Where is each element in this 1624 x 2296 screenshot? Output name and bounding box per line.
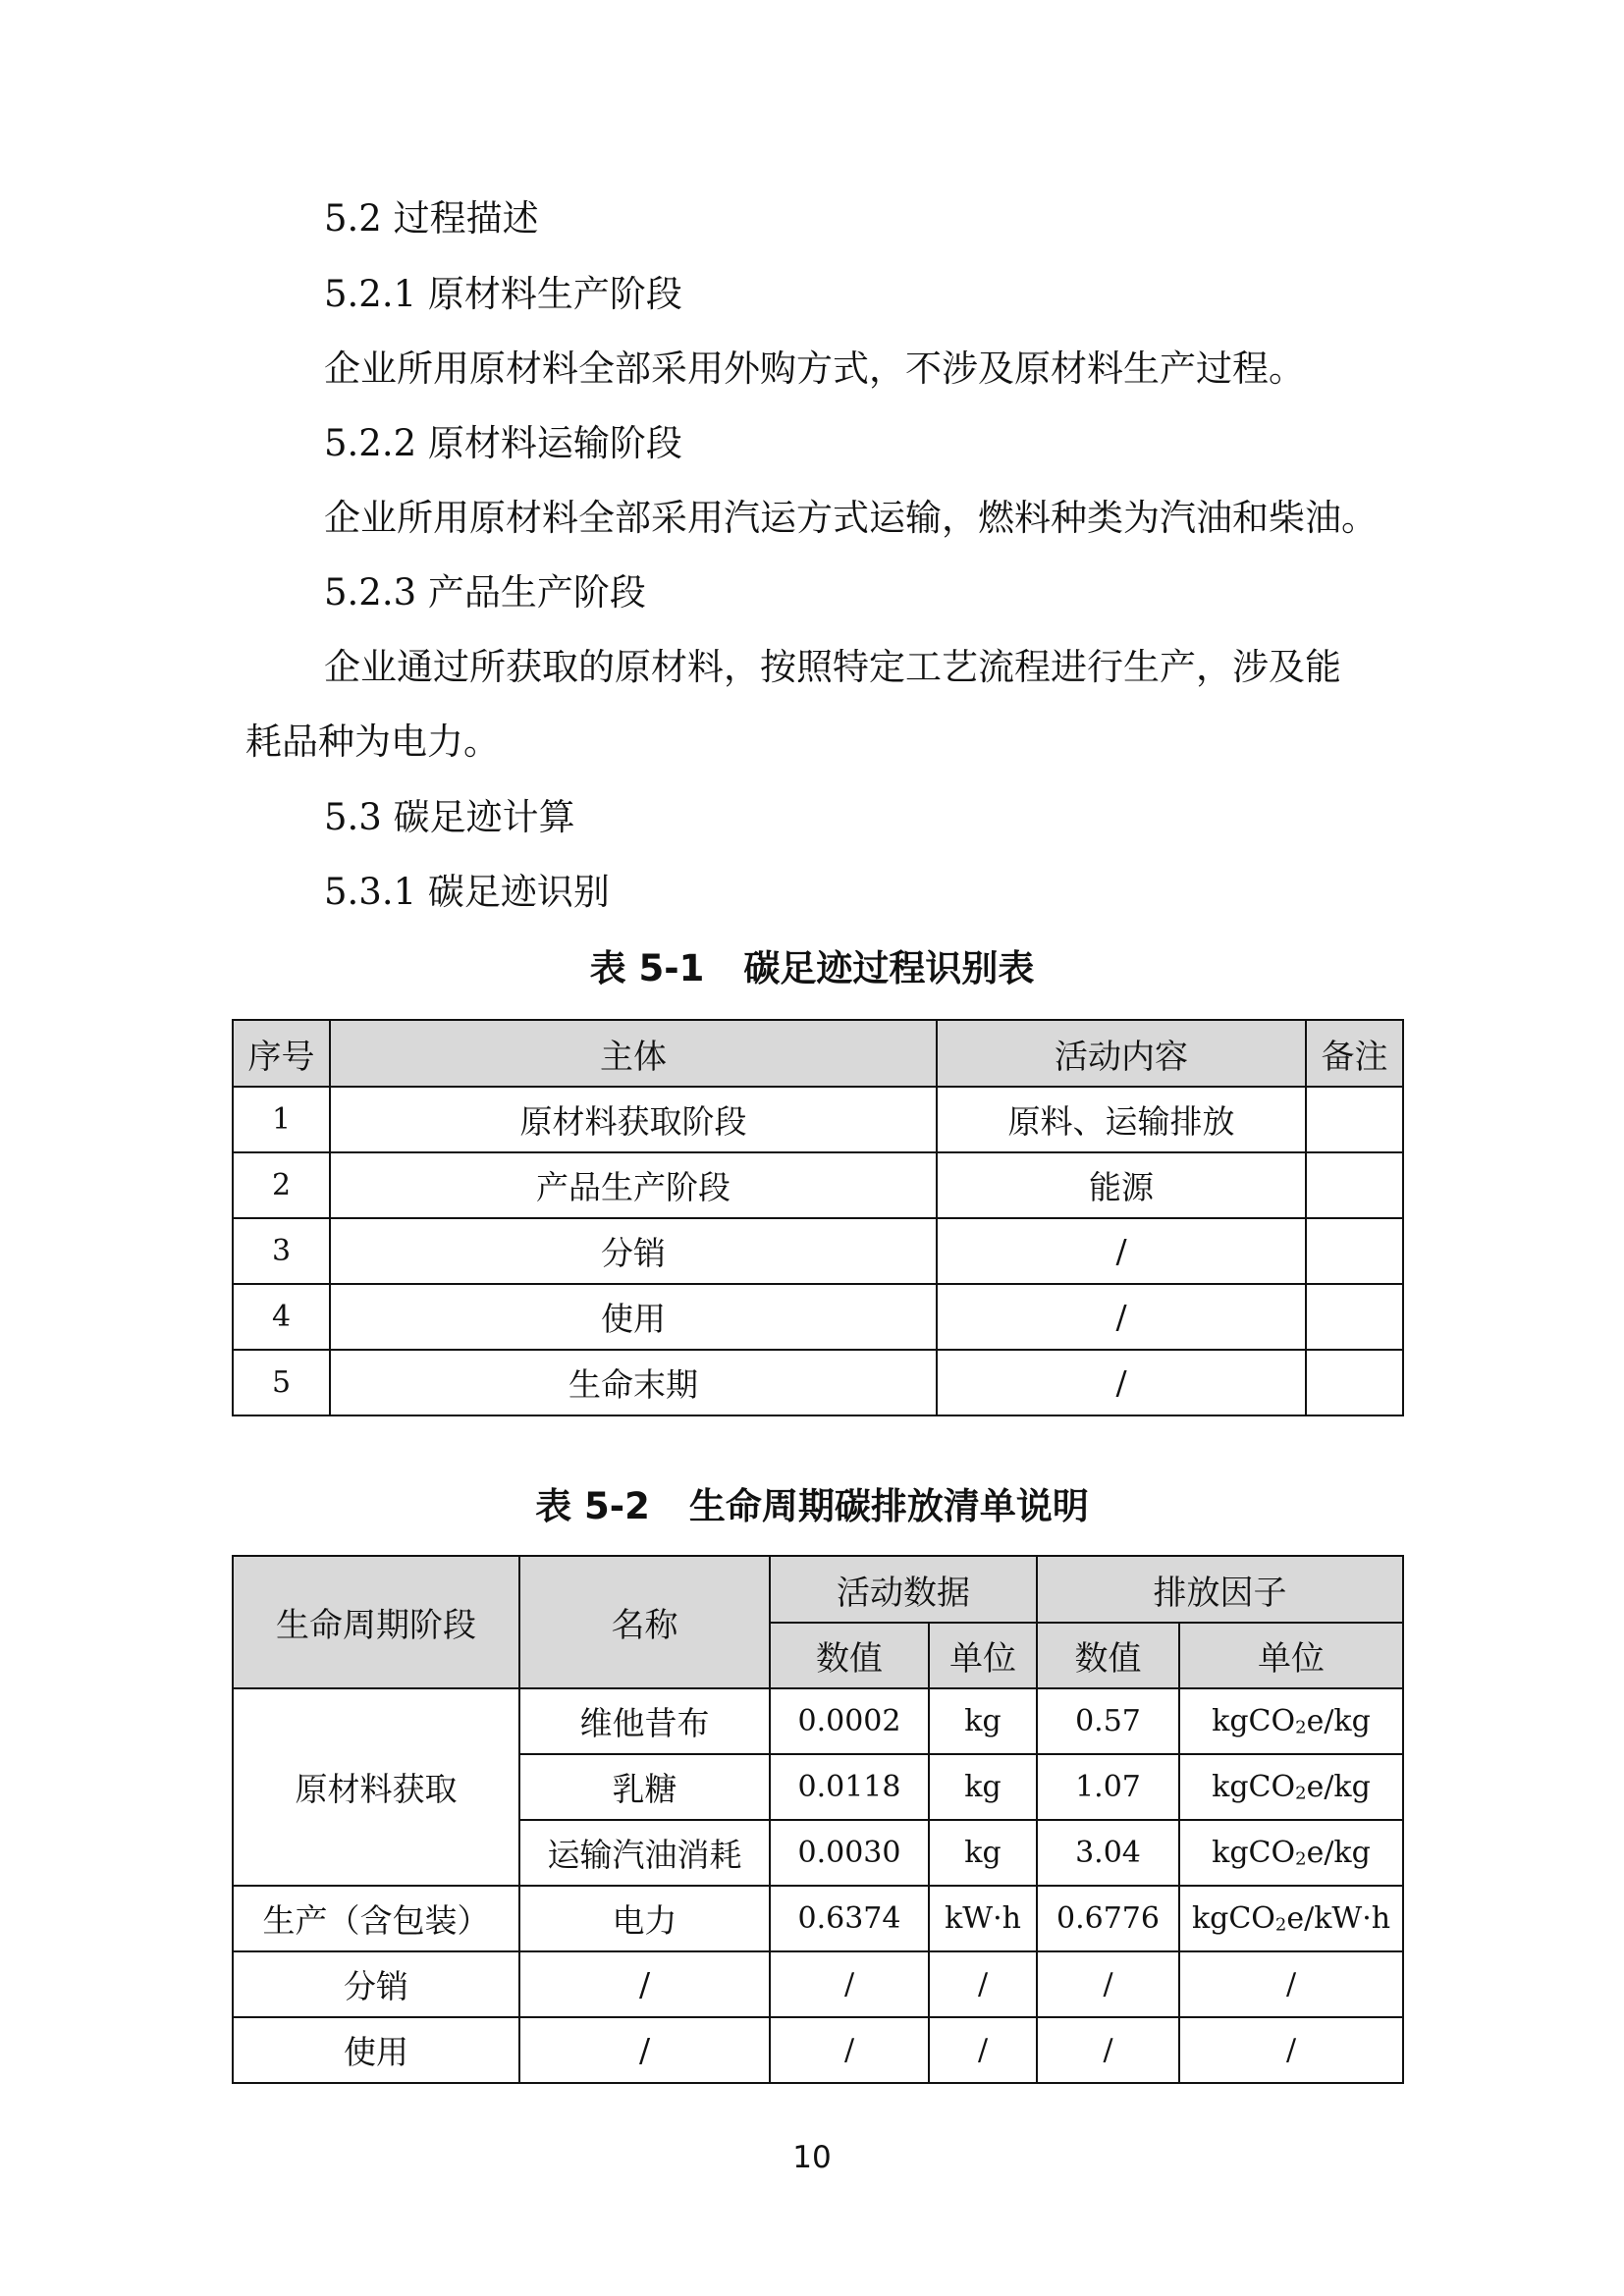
table2-cell-factor-value: 0.6776 <box>1037 1886 1179 1951</box>
factor-unit-prefix: kgCO <box>1212 1704 1296 1738</box>
table2-header-emission-factor: 排放因子 <box>1037 1556 1403 1623</box>
table1-cell-activity: 原料、运输排放 <box>937 1087 1306 1152</box>
table-row <box>233 1218 1403 1284</box>
factor-unit-suffix: e/kg <box>1306 1770 1371 1804</box>
table1-cell-subject: 原材料获取阶段 <box>330 1087 937 1152</box>
table1-caption-number: 表 5-1 <box>589 947 705 989</box>
table2-header-stage: 生命周期阶段 <box>233 1556 519 1688</box>
table2-cell-factor-value: 3.04 <box>1037 1820 1179 1886</box>
lifecycle-emission-inventory-table <box>232 1555 1404 2084</box>
table1-cell-activity: 能源 <box>937 1152 1306 1218</box>
table2-cell-activity-value: 0.0030 <box>770 1820 929 1886</box>
table2-cell-activity-unit: kg <box>929 1688 1037 1754</box>
factor-unit-suffix: e/kg <box>1306 1704 1371 1738</box>
page-number: 10 <box>792 2140 832 2175</box>
table2-cell-stage: 原材料获取 <box>233 1688 519 1886</box>
table2-cell-activity-value: / <box>770 1951 929 2017</box>
table1-cell-activity: / <box>937 1284 1306 1350</box>
table2-cell-activity-unit: kW·h <box>929 1886 1037 1951</box>
table1-cell-subject: 产品生产阶段 <box>330 1152 937 1218</box>
table1-cell-remark <box>1306 1350 1403 1415</box>
table2-cell-stage: 生产（含包装） <box>233 1886 519 1951</box>
paragraph-production-line1: 企业通过所获取的原材料，按照特定工艺流程进行生产，涉及能 <box>324 646 1341 688</box>
heading-5-3: 5.3 碳足迹计算 <box>324 796 575 838</box>
factor-unit-subscript: 2 <box>1274 1914 1287 1936</box>
factor-unit-subscript: 2 <box>1295 1783 1307 1804</box>
heading-5-2-2: 5.2.2 原材料运输阶段 <box>324 422 682 464</box>
table2-cell-factor-value: 1.07 <box>1037 1754 1179 1820</box>
factor-unit-prefix: kgCO <box>1212 1770 1296 1804</box>
table1-header-index: 序号 <box>233 1020 330 1087</box>
table-row <box>233 1350 1403 1415</box>
factor-unit-subscript: 2 <box>1295 1848 1307 1870</box>
factor-unit-prefix: kgCO <box>1191 1901 1275 1936</box>
heading-5-2: 5.2 过程描述 <box>324 197 539 240</box>
table2-cell-factor-unit <box>1179 1886 1403 1951</box>
table2-cell-factor-unit <box>1179 1688 1403 1754</box>
table2-cell-activity-value: 0.0002 <box>770 1688 929 1754</box>
table2-cell-factor-unit: / <box>1179 2017 1403 2083</box>
table1-cell-remark <box>1306 1087 1403 1152</box>
table2-header-activity-data: 活动数据 <box>770 1556 1037 1623</box>
table2-header-activity-unit: 单位 <box>929 1623 1037 1688</box>
table-row <box>233 1688 1403 1754</box>
table2-cell-factor-unit <box>1179 1754 1403 1820</box>
table-row <box>233 1886 1403 1951</box>
factor-unit-suffix: e/kW·h <box>1286 1901 1391 1936</box>
table1-cell-activity: / <box>937 1218 1306 1284</box>
table2-caption-title: 生命周期碳排放清单说明 <box>688 1485 1089 1527</box>
table2-cell-factor-unit <box>1179 1820 1403 1886</box>
table-row <box>233 1951 1403 2017</box>
paragraph-production-line2: 耗品种为电力。 <box>245 721 500 763</box>
table1-cell-subject: 生命末期 <box>330 1350 937 1415</box>
table2-cell-activity-value: 0.0118 <box>770 1754 929 1820</box>
table1-cell-index: 5 <box>233 1350 330 1415</box>
table1-header-row <box>233 1020 1403 1087</box>
table1-cell-subject: 分销 <box>330 1218 937 1284</box>
table1-cell-subject: 使用 <box>330 1284 937 1350</box>
table1-cell-remark <box>1306 1152 1403 1218</box>
table1-cell-index: 3 <box>233 1218 330 1284</box>
table2-header-activity-value: 数值 <box>770 1623 929 1688</box>
table-row <box>233 2017 1403 2083</box>
table1-cell-remark <box>1306 1218 1403 1284</box>
table1-caption-title: 碳足迹过程识别表 <box>743 947 1035 989</box>
table2-cell-name: / <box>519 2017 770 2083</box>
table2-cell-factor-value: / <box>1037 1951 1179 2017</box>
table2-cell-name: 运输汽油消耗 <box>519 1820 770 1886</box>
table2-cell-stage: 使用 <box>233 2017 519 2083</box>
paragraph-raw-material-transport: 企业所用原材料全部采用汽运方式运输，燃料种类为汽油和柴油。 <box>324 497 1378 539</box>
table1-cell-index: 1 <box>233 1087 330 1152</box>
table1-caption <box>0 947 1624 989</box>
table2-caption <box>0 1485 1624 1527</box>
carbon-footprint-process-table <box>232 1019 1404 1416</box>
table-row <box>233 1284 1403 1350</box>
table1-cell-remark <box>1306 1284 1403 1350</box>
table-row <box>233 1087 1403 1152</box>
paragraph-raw-material-production: 企业所用原材料全部采用外购方式，不涉及原材料生产过程。 <box>324 347 1305 390</box>
table2-header-row <box>233 1556 1403 1623</box>
table2-header-name: 名称 <box>519 1556 770 1688</box>
table2-cell-stage: 分销 <box>233 1951 519 2017</box>
table1-cell-index: 2 <box>233 1152 330 1218</box>
table2-cell-activity-unit: kg <box>929 1820 1037 1886</box>
table2-cell-activity-unit: / <box>929 2017 1037 2083</box>
table1-cell-index: 4 <box>233 1284 330 1350</box>
table2-cell-name: 乳糖 <box>519 1754 770 1820</box>
table2-cell-factor-value: / <box>1037 2017 1179 2083</box>
factor-unit-suffix: e/kg <box>1306 1836 1371 1870</box>
table-row <box>233 1152 1403 1218</box>
table2-cell-name: / <box>519 1951 770 2017</box>
table2-cell-factor-unit: / <box>1179 1951 1403 2017</box>
table2-cell-name: 维他昔布 <box>519 1688 770 1754</box>
table1-cell-activity: / <box>937 1350 1306 1415</box>
table2-caption-number: 表 5-2 <box>535 1485 650 1527</box>
heading-5-2-1: 5.2.1 原材料生产阶段 <box>324 273 682 315</box>
table2-cell-activity-unit: kg <box>929 1754 1037 1820</box>
table2-cell-activity-unit: / <box>929 1951 1037 2017</box>
table2-cell-name: 电力 <box>519 1886 770 1951</box>
table1-header-subject: 主体 <box>330 1020 937 1087</box>
factor-unit-prefix: kgCO <box>1212 1836 1296 1870</box>
table2-header-factor-value: 数值 <box>1037 1623 1179 1688</box>
table2-cell-factor-value: 0.57 <box>1037 1688 1179 1754</box>
factor-unit-subscript: 2 <box>1295 1717 1307 1738</box>
table1-header-remark: 备注 <box>1306 1020 1403 1087</box>
table2-cell-activity-value: 0.6374 <box>770 1886 929 1951</box>
table2-header-factor-unit: 单位 <box>1179 1623 1403 1688</box>
heading-5-2-3: 5.2.3 产品生产阶段 <box>324 571 646 614</box>
table1-header-activity: 活动内容 <box>937 1020 1306 1087</box>
table2-cell-activity-value: / <box>770 2017 929 2083</box>
heading-5-3-1: 5.3.1 碳足迹识别 <box>324 871 610 913</box>
